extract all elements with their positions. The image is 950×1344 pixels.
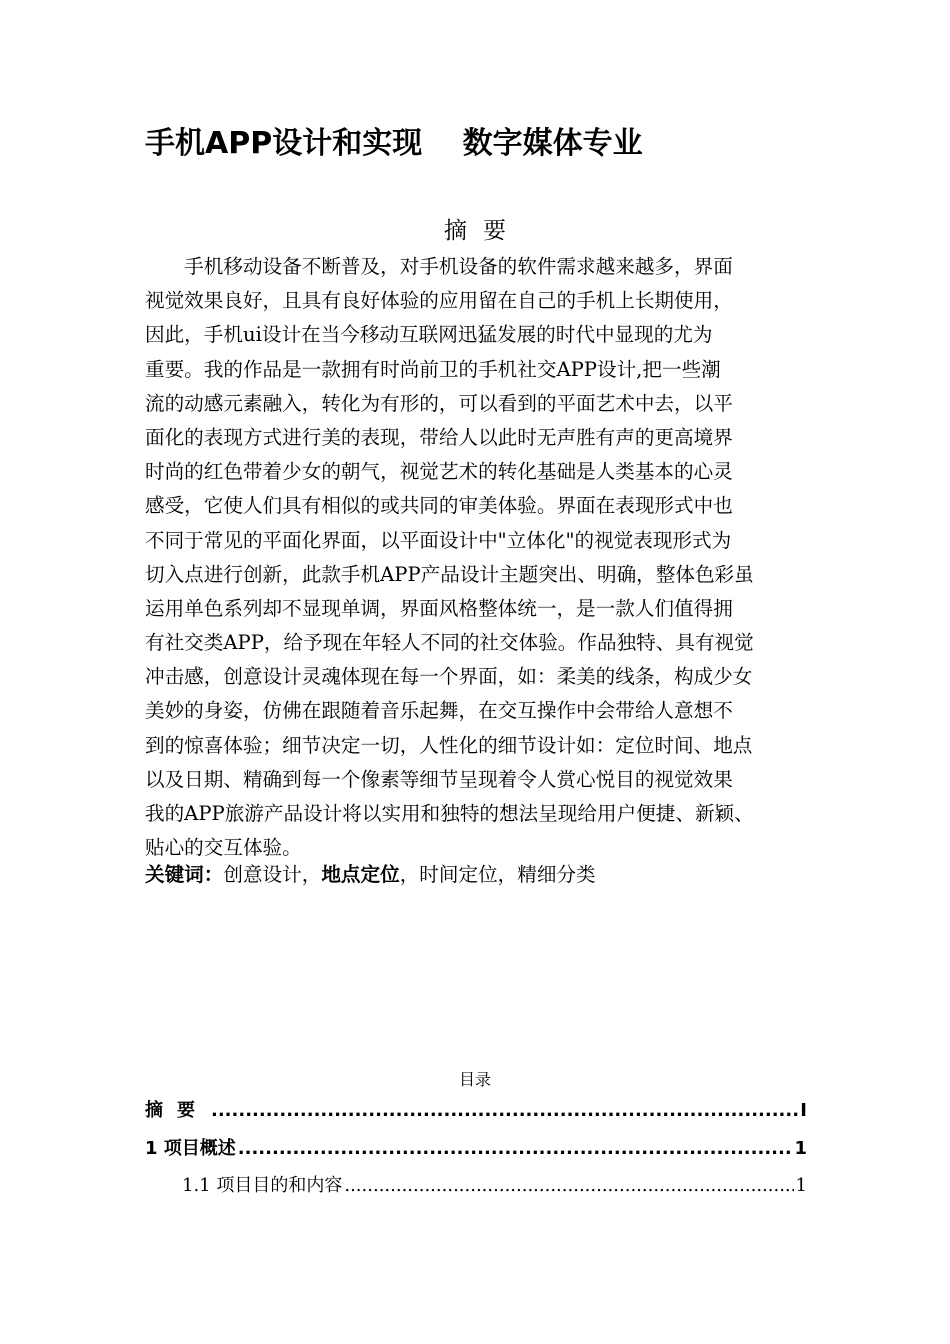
keywords-line: [145, 858, 596, 887]
toc-leader-dots: [238, 1138, 793, 1159]
keyword-item: ，时间定位，精细分类: [399, 863, 596, 886]
toc-heading: 目录: [458, 1070, 491, 1089]
toc-entry-page: I: [800, 1100, 807, 1121]
toc-entry-title: 摘要: [145, 1100, 209, 1121]
abstract-line: 重要。我的作品是一款拥有时尚前卫的手机社交APP设计,把一些潮: [145, 357, 721, 381]
abstract-line: 我的APP旅游产品设计将以实用和独特的想法呈现给用户便捷、新颖、: [145, 802, 754, 825]
abstract-heading: 摘要: [444, 218, 522, 244]
toc-leader-dots: [344, 1175, 793, 1196]
abstract-line: 不同于常见的平面化界面，以平面设计中"立体化"的视觉表现形式为: [145, 528, 732, 552]
abstract-line: 手机移动设备不断普及，对手机设备的软件需求越来越多，界面: [145, 255, 733, 278]
keyword-item: 地点定位: [321, 863, 400, 886]
abstract-line: 美妙的身姿，仿佛在跟随着音乐起舞，在交互操作中会带给人意想不: [145, 699, 733, 723]
abstract-line: 因此，手机ui设计在当今移动互联网迅猛发展的时代中显现的尤为: [145, 323, 713, 347]
toc-entry-abstract[interactable]: [145, 1096, 807, 1122]
toc-entry-title: 1 项目概述: [145, 1138, 236, 1159]
abstract-line: 到的惊喜体验；细节决定一切，人性化的细节设计如：定位时间、地点: [145, 733, 753, 757]
abstract-line: 面化的表现方式进行美的表现，带给人以此时无声胜有声的更高境界: [145, 425, 733, 449]
toc-entry-project-purpose[interactable]: [182, 1171, 807, 1197]
abstract-line: 流的动感元素融入，转化为有形的，可以看到的平面艺术中去，以平: [145, 391, 733, 415]
toc-entry-page: 1: [795, 1175, 807, 1196]
document-title: 手机APP设计和实现 数字媒体专业: [145, 126, 643, 161]
abstract-line: 冲击感，创意设计灵魂体现在每一个界面，如：柔美的线条，构成少女: [145, 665, 753, 689]
abstract-line: 视觉效果良好，且具有良好体验的应用留在自己的手机上长期使用，: [145, 289, 733, 313]
abstract-line: 切入点进行创新，此款手机APP产品设计主题突出、明确，整体色彩虽: [145, 562, 754, 586]
abstract-body: [145, 250, 825, 865]
abstract-line: 感受，它使人们具有相似的或共同的审美体验。界面在表现形式中也: [145, 494, 733, 518]
abstract-line: 贴心的交互体验。: [145, 836, 302, 860]
abstract-line: 时尚的红色带着少女的朝气，视觉艺术的转化基础是人类基本的心灵: [145, 460, 733, 484]
toc-entry-page: 1: [794, 1138, 807, 1159]
abstract-line: 有社交类APP，给予现在年轻人不同的社交体验。作品独特、具有视觉: [145, 631, 754, 655]
toc-leader-dots: [211, 1100, 798, 1121]
abstract-line: 运用单色系列却不显现单调，界面风格整体统一，是一款人们值得拥: [145, 596, 733, 620]
keywords-label: 关键词：: [145, 863, 224, 886]
toc-entry-title: 1.1 项目目的和内容: [182, 1175, 343, 1196]
keyword-item: 创意设计，: [223, 863, 322, 886]
abstract-line: 以及日期、精确到每一个像素等细节呈现着令人赏心悦目的视觉效果: [145, 767, 733, 791]
toc-entry-project-overview[interactable]: [145, 1134, 807, 1160]
